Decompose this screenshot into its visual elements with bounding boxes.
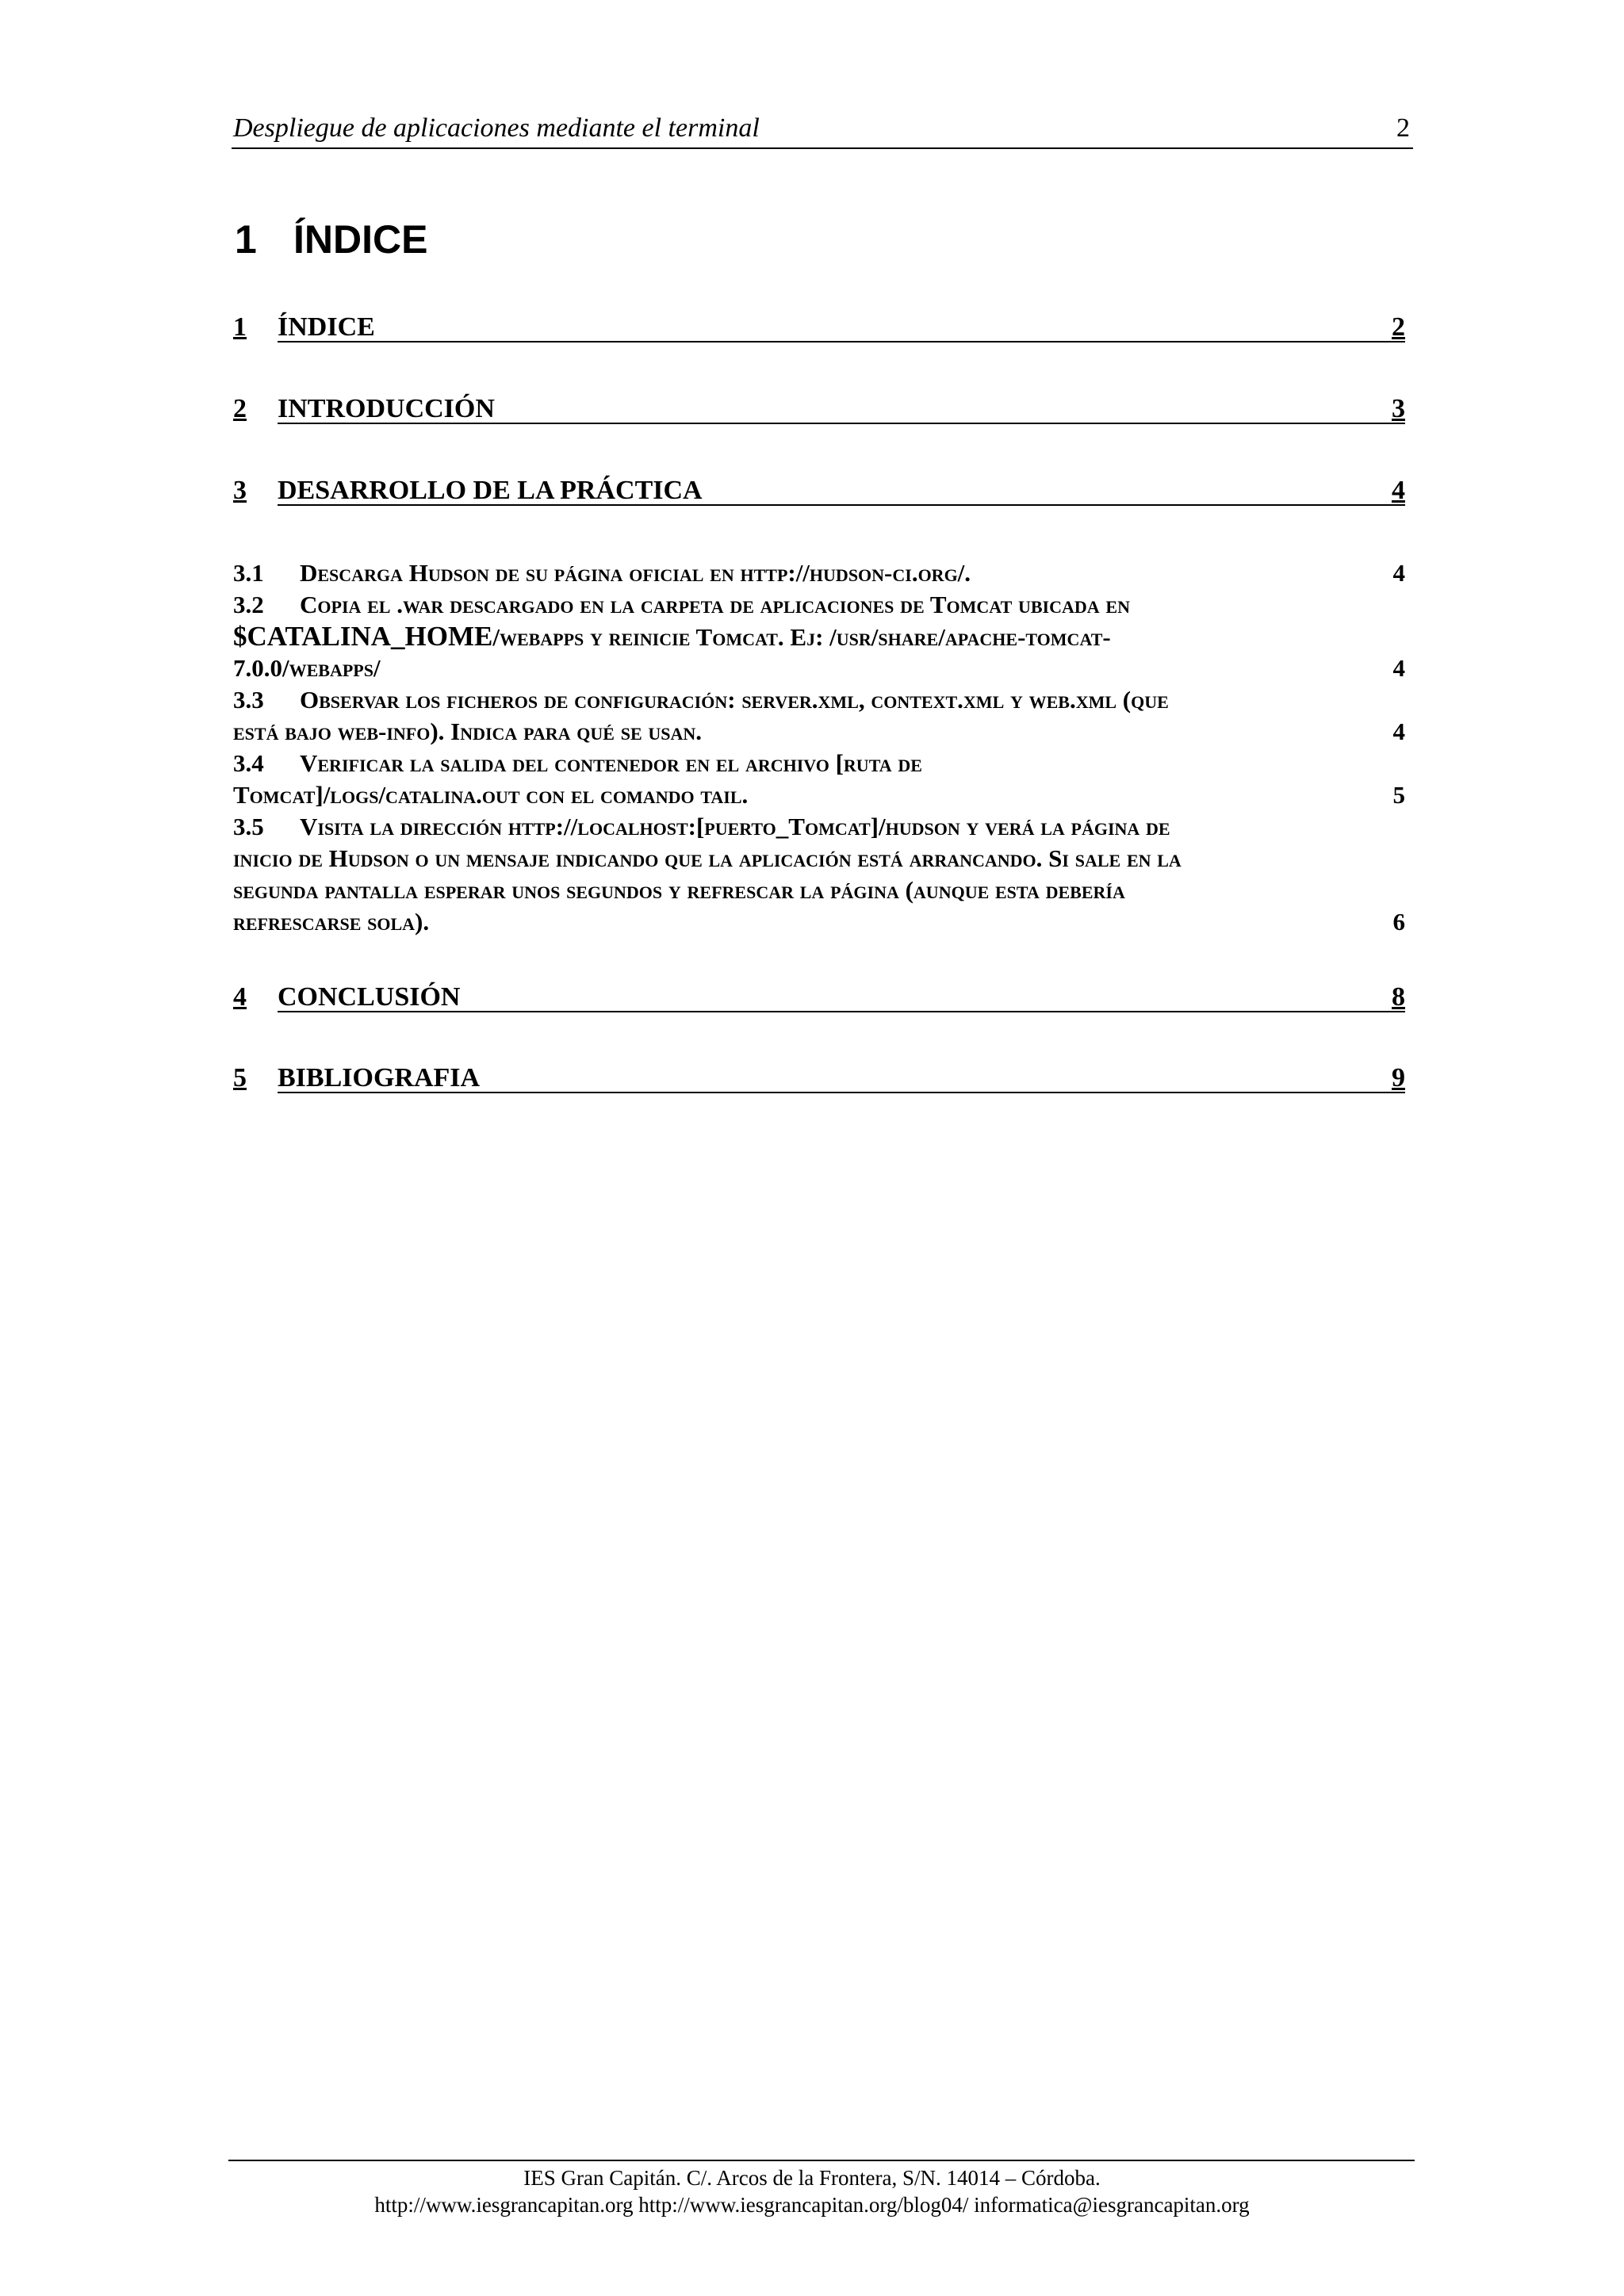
toc-entry-number: 2 — [233, 394, 247, 423]
toc-subentry-text: Verificar la salida del contenedor en el archivo [ruta de — [300, 749, 922, 777]
toc-subentry-3-4[interactable] — [233, 748, 1405, 811]
toc-subentry-text: Observar los ficheros de configuración: server.xml, context.xml y web.xml (que — [300, 686, 1169, 714]
toc-subentry-page: 4 — [1392, 718, 1405, 745]
header-page-number: 2 — [1396, 113, 1410, 143]
toc-entry-title: CONCLUSIÓN — [278, 982, 461, 1012]
toc-subentry-text: está bajo web-info). Indica para qué se usan. — [233, 718, 703, 745]
toc-entry-title: ÍNDICE — [278, 312, 375, 342]
chapter-heading — [235, 216, 427, 263]
toc-subentry-text: inicio de Hudson o un mensaje indicando que la aplicación está arrancando. Si sale en la — [233, 844, 1182, 872]
toc-subentry-text: $CATALINA_HOME — [233, 621, 493, 652]
toc-subentry-number: 3.2 — [233, 591, 264, 618]
toc-entry-indice[interactable] — [233, 312, 1405, 348]
toc-leader-line — [278, 341, 1405, 342]
toc-subentry-text: Descarga Hudson de su página oficial en http://hudson-ci.org/. — [300, 559, 971, 587]
toc-subentry-text: Tomcat]/logs/catalina.out con el comando tail. — [233, 781, 749, 809]
toc-entry-number: 4 — [233, 982, 247, 1012]
page-header — [232, 113, 1413, 149]
toc-entry-number: 3 — [233, 476, 247, 505]
toc-entry-page: 9 — [1392, 1063, 1405, 1093]
chapter-number: 1 — [235, 217, 257, 262]
chapter-title: ÍNDICE — [293, 217, 428, 262]
toc-subentry-3-3[interactable] — [233, 684, 1405, 748]
toc-entry-page: 2 — [1392, 312, 1405, 342]
toc-entry-page: 8 — [1392, 982, 1405, 1012]
toc-subentry-text: Visita la dirección http://localhost:[puerto_Tomcat]/hudson y verá la página de — [300, 813, 1170, 840]
toc-subentry-number: 3.5 — [233, 813, 264, 840]
toc-entry-title: DESARROLLO DE LA PRÁCTICA — [278, 476, 703, 505]
toc-subentry-3-2[interactable] — [233, 589, 1405, 684]
toc-subentry-text: /webapps y reinicie Tomcat. Ej: /usr/share/apache-tomcat- — [492, 623, 1111, 651]
toc-entry-conclusion[interactable] — [233, 982, 1405, 1018]
toc-subentry-3-1[interactable] — [233, 557, 1405, 589]
toc-subentry-page: 4 — [1392, 654, 1405, 682]
toc-subentry-page: 4 — [1392, 559, 1405, 587]
toc-entry-title: BIBLIOGRAFIA — [278, 1063, 481, 1093]
toc-entry-page: 3 — [1392, 394, 1405, 423]
header-title: Despliegue de aplicaciones mediante el terminal — [233, 113, 760, 143]
footer-divider — [228, 2160, 1415, 2161]
toc-entry-title: INTRODUCCIÓN — [278, 394, 495, 423]
toc-subentry-page: 5 — [1392, 781, 1405, 809]
toc-subentry-text: segunda pantalla esperar unos segundos y refrescar la página (aunque esta debería — [233, 876, 1125, 904]
toc-entry-introduccion[interactable] — [233, 393, 1405, 430]
toc-subentry-number: 3.1 — [233, 559, 264, 587]
toc-entry-bibliografia[interactable] — [233, 1062, 1405, 1099]
toc-entry-number: 1 — [233, 312, 247, 342]
footer-links: http://www.iesgrancapitan.org http://www.iesgrancapitan.org/blog04/ informatica@iesgrancapitan.org — [374, 2193, 1250, 2217]
toc-entry-page: 4 — [1392, 476, 1405, 505]
toc-subentry-text: Copia el .war descargado en la carpeta de aplicaciones de Tomcat ubicada en — [300, 591, 1130, 618]
toc-subentry-text: 7.0.0/webapps/ — [233, 654, 381, 682]
toc-entry-desarrollo[interactable] — [233, 475, 1405, 511]
toc-subentry-3-5[interactable] — [233, 811, 1405, 938]
toc-subentry-number: 3.3 — [233, 686, 264, 714]
footer-address: IES Gran Capitán. C/. Arcos de la Frontera, S/N. 14014 – Córdoba. — [523, 2166, 1101, 2190]
toc-subentry-page: 6 — [1392, 908, 1405, 936]
toc-entry-number: 5 — [233, 1063, 247, 1093]
toc-subentry-number: 3.4 — [233, 749, 264, 777]
toc-subentry-text: refrescarse sola). — [233, 908, 430, 936]
